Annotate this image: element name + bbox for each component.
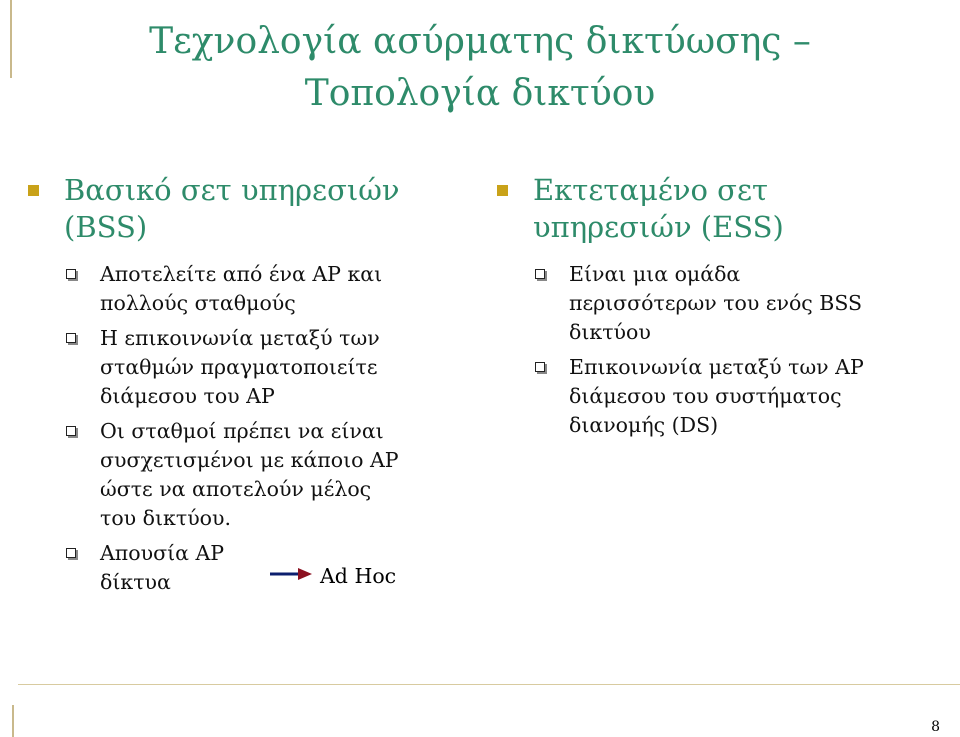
page-number: 8	[931, 719, 940, 735]
bss-item-4-line2: δίκτυα	[100, 570, 171, 594]
bss-item-2-line2: σταθμών πραγματοποιείτε	[100, 355, 378, 379]
bss-item-1	[26, 260, 466, 318]
slide-title-line2: Τοπολογία δικτύου	[304, 73, 656, 114]
bss-item-3	[26, 417, 466, 533]
ess-item-2	[495, 353, 945, 440]
bss-item-3-line2: συσχετισμένοι με κάποιο AP	[100, 448, 399, 472]
checkbox-bullet-icon	[535, 269, 545, 279]
bss-heading-line1: Βασικό σετ υπηρεσιών	[64, 173, 400, 207]
square-bullet-icon	[497, 185, 508, 196]
ess-item-2-line1: Επικοινωνία μεταξύ των AP	[569, 355, 864, 379]
ess-item-1	[495, 260, 945, 347]
bss-item-1-line1: Αποτελείτε από ένα AP και	[100, 262, 383, 286]
ad-hoc-label: Ad Hoc	[320, 564, 397, 588]
checkbox-bullet-icon	[66, 333, 76, 343]
square-bullet-icon	[28, 185, 39, 196]
bss-item-1-line2: πολλούς σταθμούς	[100, 291, 296, 315]
ess-heading-line1: Εκτεταμένο σετ	[533, 173, 769, 207]
left-column	[26, 172, 466, 597]
checkbox-bullet-icon	[66, 269, 76, 279]
checkbox-bullet-icon	[66, 548, 76, 558]
bss-heading	[26, 172, 466, 246]
ess-item-2-line3: διανομής (DS)	[569, 413, 719, 437]
ess-item-1-line1: Είναι μια ομάδα	[569, 262, 741, 286]
ess-item-1-line2: περισσότερων του ενός BSS	[569, 291, 863, 315]
bss-item-2	[26, 324, 466, 411]
right-arrow-icon	[268, 565, 314, 583]
ess-heading-line2: υπηρεσιών (ESS)	[533, 210, 784, 244]
ess-heading	[495, 172, 945, 246]
ess-item-1-line3: δικτύου	[569, 320, 651, 344]
slide-title-line1: Τεχνολογία ασύρματης δικτύωσης –	[149, 21, 811, 62]
slide-frame-bottom	[18, 684, 960, 685]
bss-item-3-line4: του δικτύου.	[100, 506, 231, 530]
slide-frame-corner	[0, 705, 14, 737]
checkbox-bullet-icon	[535, 362, 545, 372]
bss-item-3-line1: Οι σταθμοί πρέπει να είναι	[100, 419, 384, 443]
bss-item-4-line1: Απουσία AP	[100, 541, 225, 565]
ess-item-2-line2: διάμεσου του συστήματος	[569, 384, 842, 408]
checkbox-bullet-icon	[66, 426, 76, 436]
bss-heading-line2: (BSS)	[64, 210, 148, 244]
bss-item-4	[26, 539, 466, 597]
right-column	[495, 172, 945, 440]
bss-item-2-line3: διάμεσου του AP	[100, 384, 275, 408]
bss-item-3-line3: ώστε να αποτελούν μέλος	[100, 477, 372, 501]
bss-item-2-line1: Η επικοινωνία μεταξύ των	[100, 326, 380, 350]
